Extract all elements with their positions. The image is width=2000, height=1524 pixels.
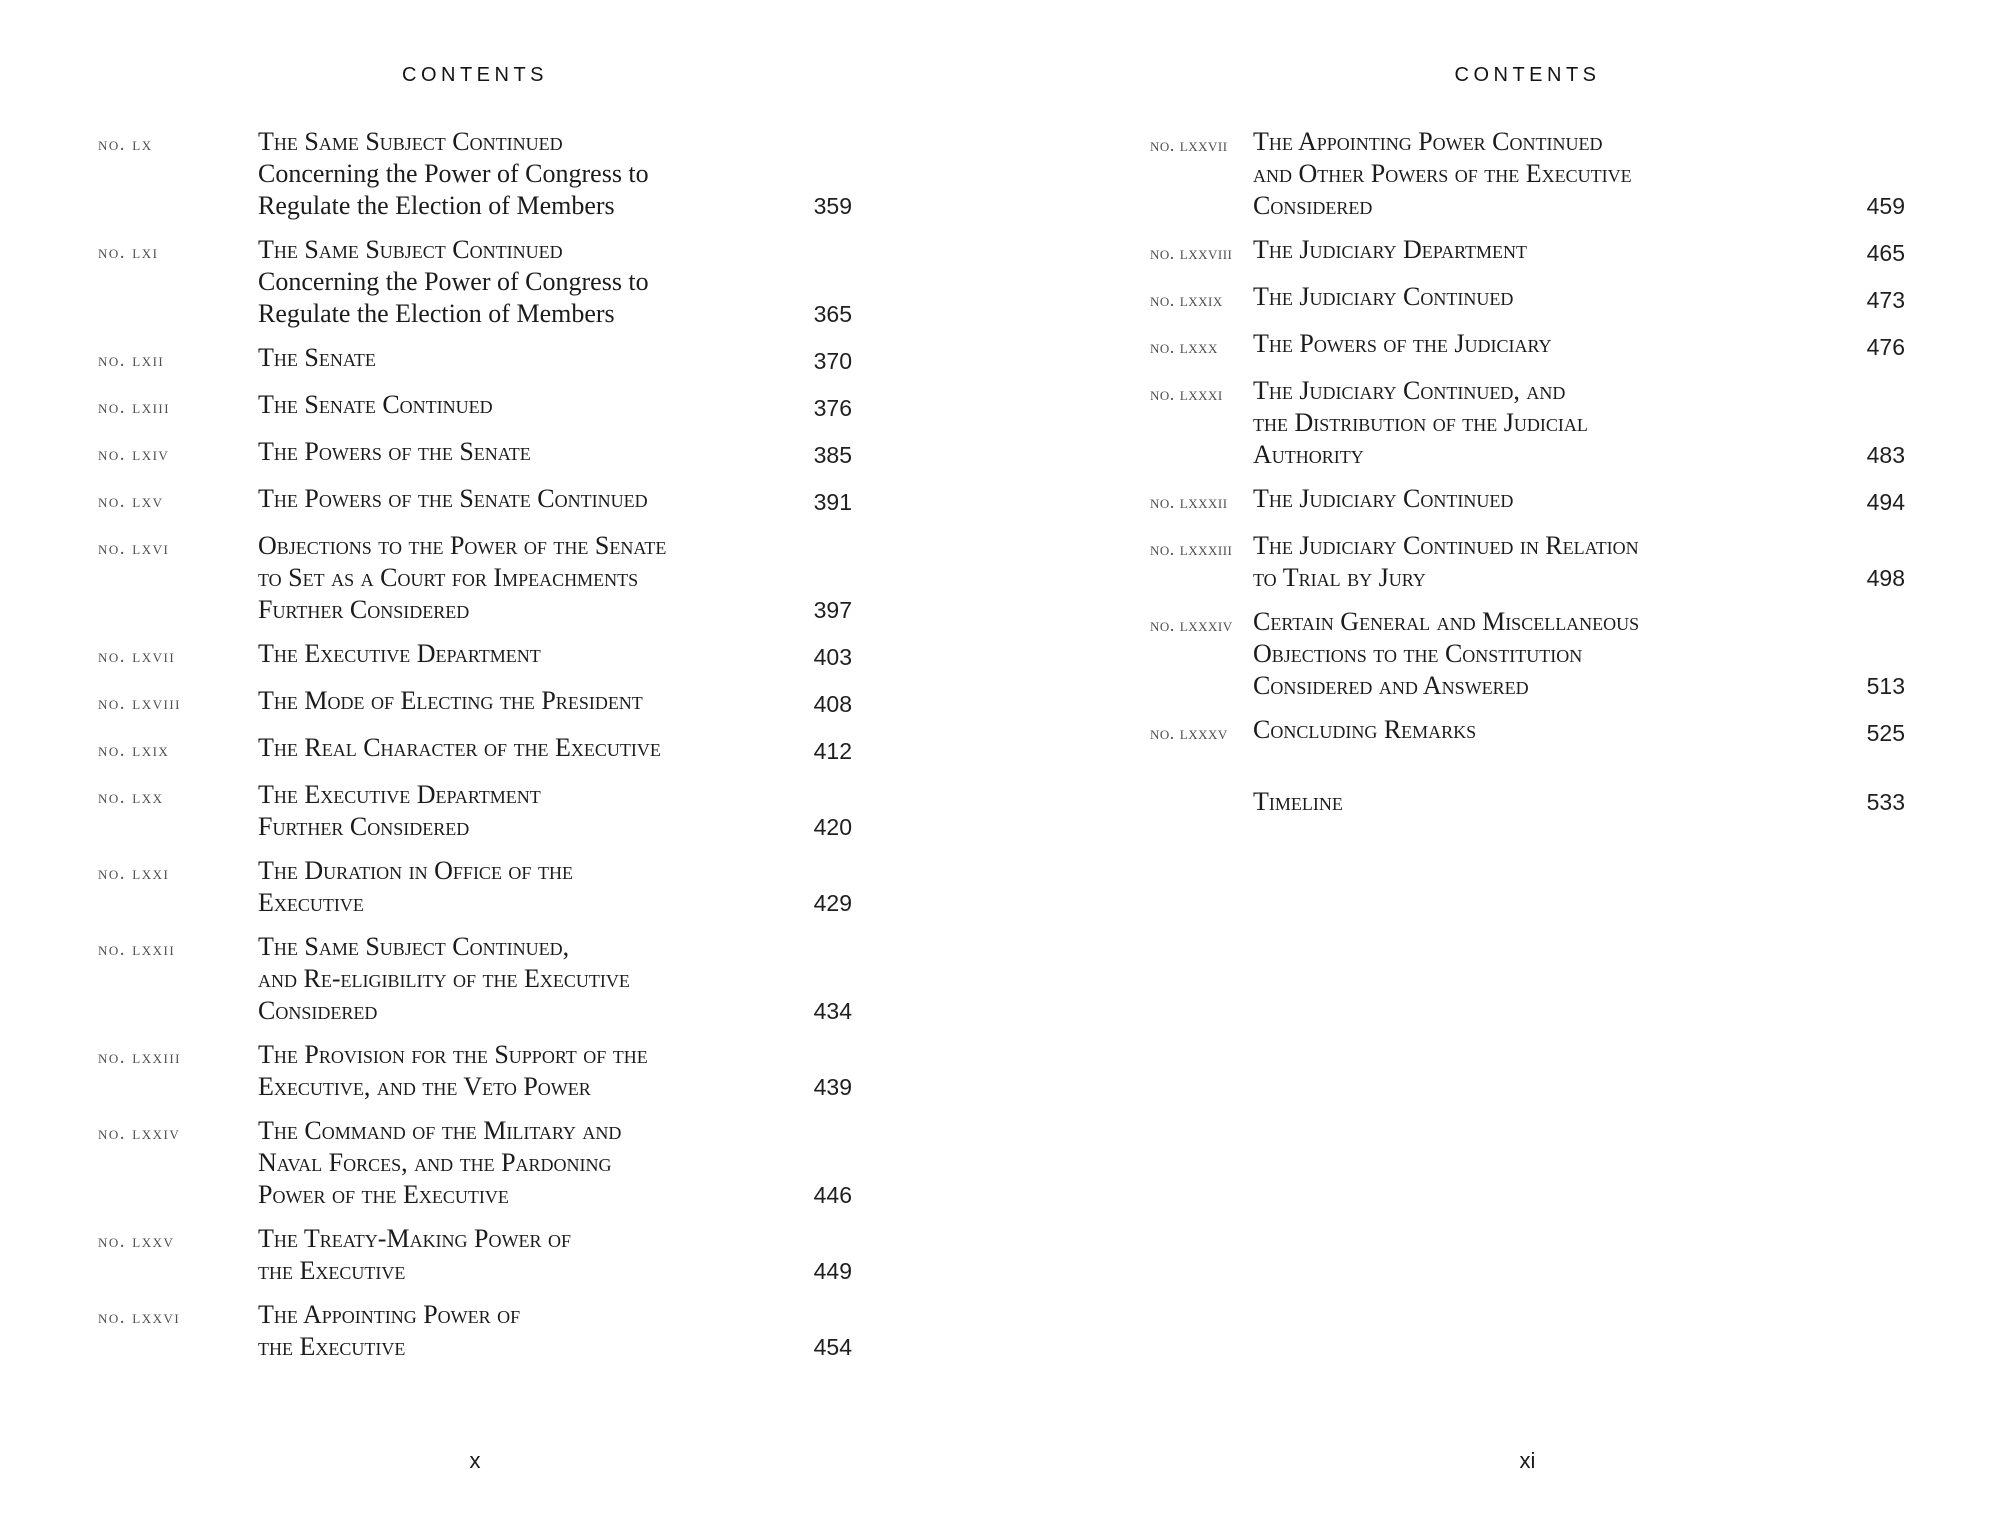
entry-title xyxy=(1253,126,1813,222)
entry-title-line: The Judiciary Continued, and xyxy=(1253,376,1566,405)
entry-title-line: The Mode of Electing the President xyxy=(258,686,643,715)
entry-title-line: The Senate xyxy=(258,343,376,372)
entry-title xyxy=(1253,328,1813,363)
entry-essay-number: no. lxi xyxy=(98,242,159,263)
entry-title xyxy=(1253,375,1813,471)
entry-page-number: 533 xyxy=(1866,789,1905,815)
entry-title-line: Regulate the Election of Members xyxy=(258,191,615,220)
entry-title-line: Regulate the Election of Members xyxy=(258,299,615,328)
entry-essay-number: no. lxvii xyxy=(98,646,176,667)
contents-heading-right: CONTENTS xyxy=(1454,64,1601,86)
entry-title-line: to Trial by Jury xyxy=(1253,563,1426,592)
entry-page-number: 439 xyxy=(813,1074,852,1100)
entry-title xyxy=(258,685,760,720)
entry-title xyxy=(258,436,760,471)
entries-left xyxy=(98,126,852,1375)
entry-page-number: 391 xyxy=(813,489,852,515)
entry-page-number: 476 xyxy=(1866,334,1905,360)
toc-entry xyxy=(1150,234,1905,269)
entry-page-number: 525 xyxy=(1866,720,1905,746)
entry-title-line: Considered and Answered xyxy=(1253,671,1529,700)
toc-entry xyxy=(98,389,852,424)
entry-title-line: Further Considered xyxy=(258,812,470,841)
entry-title xyxy=(258,1039,760,1103)
entry-page-number: 513 xyxy=(1866,673,1905,699)
entry-title-line: The Treaty-Making Power of xyxy=(258,1224,572,1253)
entry-title xyxy=(1253,530,1813,594)
entry-title-line: The Powers of the Judiciary xyxy=(1253,329,1552,358)
entry-page-number: 483 xyxy=(1866,442,1905,468)
entry-page-number: 434 xyxy=(813,998,852,1024)
entry-essay-number: no. lxxii xyxy=(98,939,176,960)
toc-entry xyxy=(98,483,852,518)
entry-title xyxy=(258,779,760,843)
entry-title-line: The Provision for the Support of the xyxy=(258,1040,648,1069)
toc-entry xyxy=(98,931,852,1027)
toc-entry xyxy=(98,855,852,919)
entry-page-number: 370 xyxy=(813,348,852,374)
toc-entry xyxy=(98,638,852,673)
toc-entry xyxy=(98,530,852,626)
entry-title-line: Naval Forces, and the Pardoning xyxy=(258,1148,612,1177)
entry-title xyxy=(1253,606,1813,702)
entry-title-line: Considered xyxy=(258,996,378,1025)
entry-essay-number: no. lxxxi xyxy=(1150,384,1223,404)
entry-page-number: 449 xyxy=(813,1258,852,1284)
entry-page-number: 376 xyxy=(813,395,852,421)
entry-essay-number: no. lxxi xyxy=(98,863,170,884)
entry-page-number: 473 xyxy=(1866,287,1905,313)
entry-essay-number: no. lxxxii xyxy=(1150,492,1228,512)
entry-essay-number: no. lxvi xyxy=(98,538,170,559)
entry-page-number: 385 xyxy=(813,442,852,468)
entry-page-number: 412 xyxy=(813,738,852,764)
page-right xyxy=(1000,0,2000,1524)
entry-title-line: and Re-eligibility of the Executive xyxy=(258,964,630,993)
entry-essay-number: no. lxxx xyxy=(1150,337,1218,357)
entry-essay-number: no. lxxvi xyxy=(98,1307,181,1328)
entry-title-line: Executive xyxy=(258,888,364,917)
entry-title-line: Concerning the Power of Congress to xyxy=(258,267,649,296)
entry-title xyxy=(258,483,760,518)
entry-title-line: Considered xyxy=(1253,191,1373,220)
entry-essay-number: no. lx xyxy=(98,134,153,155)
entry-title-line: The Real Character of the Executive xyxy=(258,733,661,762)
entry-title xyxy=(1253,234,1813,269)
toc-entry xyxy=(98,779,852,843)
entry-title-line: The Judiciary Continued xyxy=(1253,484,1514,513)
entry-title xyxy=(258,732,760,767)
entry-essay-number: no. lxix xyxy=(98,740,170,761)
toc-entry xyxy=(98,685,852,720)
entry-title xyxy=(258,126,760,222)
entry-title-line: Objections to the Power of the Senate xyxy=(258,531,667,560)
entry-page-number: 454 xyxy=(813,1334,852,1360)
entry-page-number: 403 xyxy=(813,644,852,670)
entry-page-number: 359 xyxy=(813,193,852,219)
entry-essay-number: no. lxviii xyxy=(98,693,181,714)
entry-title xyxy=(258,234,760,330)
toc-entry xyxy=(1150,328,1905,363)
entry-page-number: 459 xyxy=(1866,193,1905,219)
entry-title-line: The Executive Department xyxy=(258,780,541,809)
entry-title xyxy=(1253,786,1813,818)
entry-title-line: The Judiciary Department xyxy=(1253,235,1528,264)
entry-title-line: The Same Subject Continued xyxy=(258,127,563,156)
entry-title xyxy=(258,638,760,673)
toc-entry xyxy=(98,1299,852,1363)
entry-title xyxy=(258,1299,760,1363)
entry-title-line: Certain General and Miscellaneous xyxy=(1253,607,1640,636)
entry-title xyxy=(1253,483,1813,518)
toc-entry xyxy=(1150,606,1905,702)
entry-title-line: the Executive xyxy=(258,1256,406,1285)
entry-title-line: the Executive xyxy=(258,1332,406,1361)
entry-title-line: The Judiciary Continued in Relation xyxy=(1253,531,1639,560)
page-right-text-block xyxy=(1150,0,1905,1524)
entry-essay-number: no. lxx xyxy=(98,787,164,808)
entry-title-line: Concerning the Power of Congress to xyxy=(258,159,649,188)
entry-essay-number: no. lxxiii xyxy=(98,1047,181,1068)
entry-essay-number: no. lxxv xyxy=(98,1231,175,1252)
entry-page-number: 429 xyxy=(813,890,852,916)
entry-title xyxy=(258,530,760,626)
entry-page-number: 465 xyxy=(1866,240,1905,266)
entry-title-line: Authority xyxy=(1253,440,1364,469)
entry-title xyxy=(258,342,760,377)
entry-title-line: Executive, and the Veto Power xyxy=(258,1072,591,1101)
toc-entry xyxy=(98,126,852,222)
entry-title xyxy=(258,389,760,424)
toc-entry xyxy=(1150,786,1905,818)
toc-entry xyxy=(98,1115,852,1211)
toc-entry xyxy=(1150,530,1905,594)
entry-page-number: 494 xyxy=(1866,489,1905,515)
toc-entry xyxy=(98,436,852,471)
entry-title-line: The Same Subject Continued xyxy=(258,235,563,264)
entry-page-number: 397 xyxy=(813,597,852,623)
entry-page-number: 365 xyxy=(813,301,852,327)
entry-essay-number: no. lxxvii xyxy=(1150,135,1228,155)
entry-title-line: Further Considered xyxy=(258,595,470,624)
toc-entry xyxy=(98,342,852,377)
page-left-text-block xyxy=(98,0,852,1524)
entry-essay-number: no. lxxxiv xyxy=(1150,615,1233,635)
toc-entry xyxy=(1150,126,1905,222)
entry-essay-number xyxy=(1150,786,1253,818)
entry-title-line: Power of the Executive xyxy=(258,1180,509,1209)
entry-title-line: The Judiciary Continued xyxy=(1253,282,1514,311)
entry-essay-number: no. lxxxiii xyxy=(1150,539,1233,559)
entry-title-line: The Command of the Military and xyxy=(258,1116,622,1145)
toc-entry xyxy=(98,732,852,767)
entry-title-line: The Same Subject Continued, xyxy=(258,932,570,961)
entry-title-line: The Appointing Power Continued xyxy=(1253,127,1603,156)
toc-entry xyxy=(98,1039,852,1103)
toc-entry xyxy=(98,234,852,330)
entry-title-line: Timeline xyxy=(1253,787,1343,816)
folio-right: xi xyxy=(1519,1448,1536,1473)
entry-essay-number: no. lxxiv xyxy=(98,1123,181,1144)
entry-title-line: Concluding Remarks xyxy=(1253,715,1477,744)
entry-title-line: The Executive Department xyxy=(258,639,541,668)
entry-essay-number: no. lxxix xyxy=(1150,290,1223,310)
entry-page-number: 408 xyxy=(813,691,852,717)
entry-page-number: 498 xyxy=(1866,565,1905,591)
folio-left: x xyxy=(469,1448,481,1473)
entry-essay-number: no. lxxviii xyxy=(1150,243,1233,263)
entry-title xyxy=(1253,714,1813,749)
entry-essay-number: no. lxii xyxy=(98,350,165,371)
entry-essay-number: no. lxiv xyxy=(98,444,170,465)
entry-title-line: Objections to the Constitution xyxy=(1253,639,1583,668)
toc-entry xyxy=(1150,375,1905,471)
entries-right xyxy=(1150,126,1905,830)
entry-page-number: 446 xyxy=(813,1182,852,1208)
toc-entry xyxy=(98,1223,852,1287)
entry-title-line: The Duration in Office of the xyxy=(258,856,573,885)
entry-title xyxy=(258,931,760,1027)
toc-entry xyxy=(1150,714,1905,749)
toc-entry xyxy=(1150,281,1905,316)
entry-title xyxy=(258,1115,760,1211)
entry-essay-number: no. lxv xyxy=(98,491,164,512)
entry-essay-number: no. lxxxv xyxy=(1150,723,1228,743)
entry-essay-number: no. lxiii xyxy=(98,397,171,418)
toc-entry xyxy=(1150,483,1905,518)
entry-title-line: the Distribution of the Judicial xyxy=(1253,408,1588,437)
entry-title xyxy=(258,855,760,919)
contents-heading-left: CONTENTS xyxy=(402,64,548,86)
entry-title-line: to Set as a Court for Impeachments xyxy=(258,563,639,592)
entry-title xyxy=(1253,281,1813,316)
entry-title-line: and Other Powers of the Executive xyxy=(1253,159,1632,188)
entry-title-line: The Powers of the Senate Continued xyxy=(258,484,648,513)
entry-title-line: The Appointing Power of xyxy=(258,1300,521,1329)
entry-page-number: 420 xyxy=(813,814,852,840)
entry-title xyxy=(258,1223,760,1287)
entry-title-line: The Powers of the Senate xyxy=(258,437,531,466)
entry-title-line: The Senate Continued xyxy=(258,390,493,419)
